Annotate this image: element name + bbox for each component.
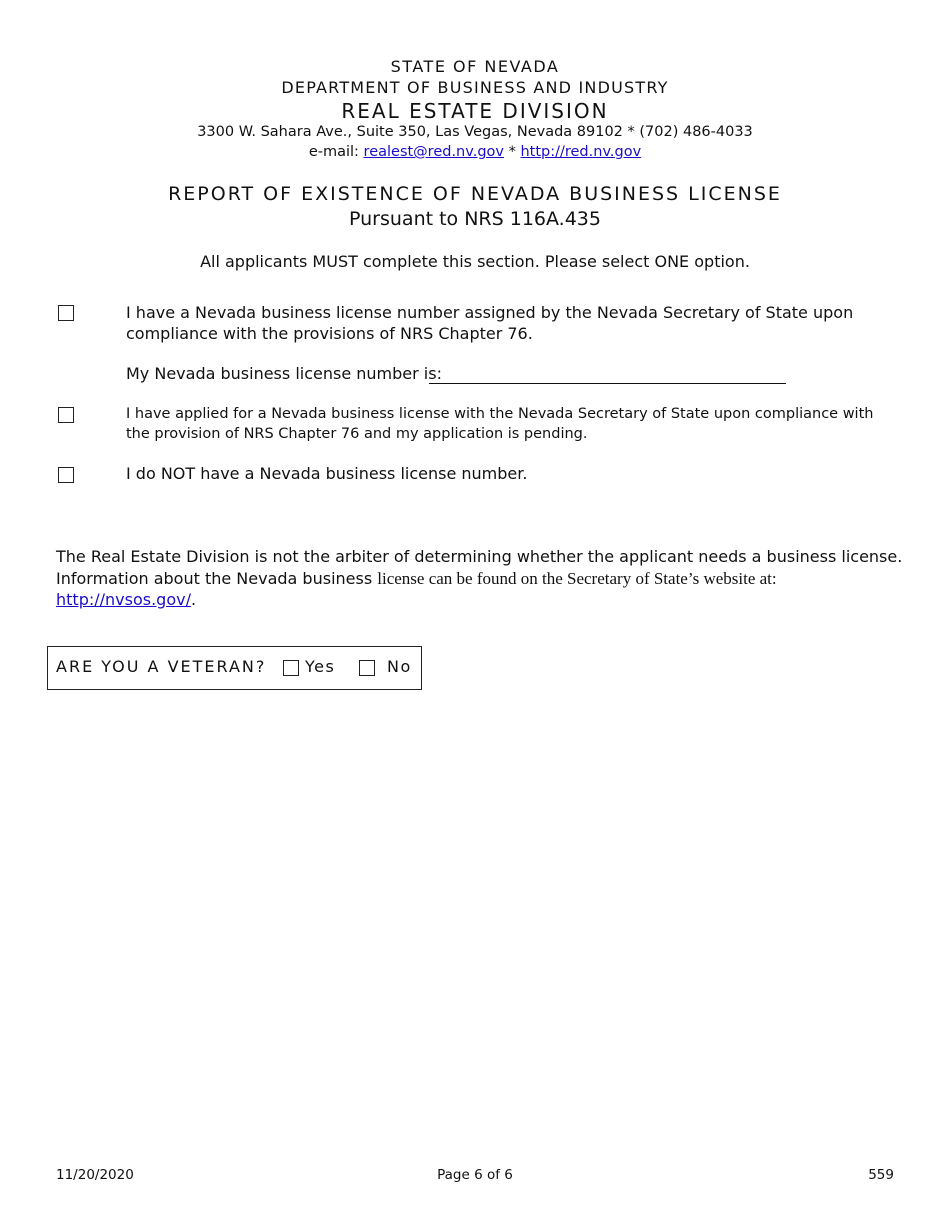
option-no-license-label: I do NOT have a Nevada business license number. bbox=[126, 464, 528, 483]
option-no-license-checkbox[interactable] bbox=[58, 467, 74, 483]
notice-trailing: . bbox=[190, 590, 197, 609]
option-pending-label: I have applied for a Nevada business license with the Nevada Secretary of State upon compliance with the provision of NRS Chapter 76 and my application is pending. bbox=[126, 406, 874, 442]
agency-department: DEPARTMENT OF BUSINESS AND INDUSTRY bbox=[281, 78, 669, 97]
email-prefix: e-mail: bbox=[308, 144, 364, 160]
agency-division: REAL ESTATE DIVISION bbox=[341, 99, 609, 123]
footer-form-number: 559 bbox=[868, 1167, 894, 1183]
email-link[interactable]: realest@red.nv.gov bbox=[363, 144, 504, 160]
contact-separator: * bbox=[503, 144, 521, 160]
option-licensed-label: I have a Nevada business license number assigned by the Nevada Secretary of State upon compliance with the provisions of NRS Chapter 76. bbox=[126, 303, 854, 343]
form-subtitle: Pursuant to NRS 116A.435 bbox=[349, 208, 601, 230]
veteran-no-checkbox[interactable] bbox=[359, 660, 375, 676]
notice-text: The Real Estate Division is not the arbiter of determining whether the applicant needs a business license. Information about the Nevada business bbox=[56, 547, 903, 588]
agency-contact-line bbox=[0, 144, 950, 160]
notice-text-serif: license can be found on the Secretary of State’s website at: bbox=[377, 568, 777, 588]
business-license-notice bbox=[56, 546, 916, 611]
footer-page-number: Page 6 of 6 bbox=[437, 1167, 513, 1183]
form-instructions: All applicants MUST complete this section. Please select ONE option. bbox=[200, 252, 750, 271]
veteran-yes-label: Yes bbox=[305, 657, 336, 676]
agency-state: STATE OF NEVADA bbox=[390, 57, 560, 76]
nvsos-link[interactable]: http://nvsos.gov/ bbox=[56, 590, 191, 609]
veteran-no-label: No bbox=[387, 657, 412, 676]
veteran-question: ARE YOU A VETERAN? bbox=[56, 657, 267, 676]
license-number-label: My Nevada business license number is: bbox=[126, 364, 442, 383]
veteran-question-box bbox=[47, 646, 422, 690]
form-title: REPORT OF EXISTENCE OF NEVADA BUSINESS LICENSE bbox=[168, 183, 782, 205]
agency-address: 3300 W. Sahara Ave., Suite 350, Las Vegas, Nevada 89102 * (702) 486-4033 bbox=[197, 124, 753, 140]
option-pending-checkbox[interactable] bbox=[58, 407, 74, 423]
option-licensed-checkbox[interactable] bbox=[58, 305, 74, 321]
veteran-yes-checkbox[interactable] bbox=[283, 660, 299, 676]
license-number-input[interactable] bbox=[429, 367, 786, 384]
footer-date: 11/20/2020 bbox=[56, 1167, 134, 1183]
website-link[interactable]: http://red.nv.gov bbox=[520, 144, 642, 160]
